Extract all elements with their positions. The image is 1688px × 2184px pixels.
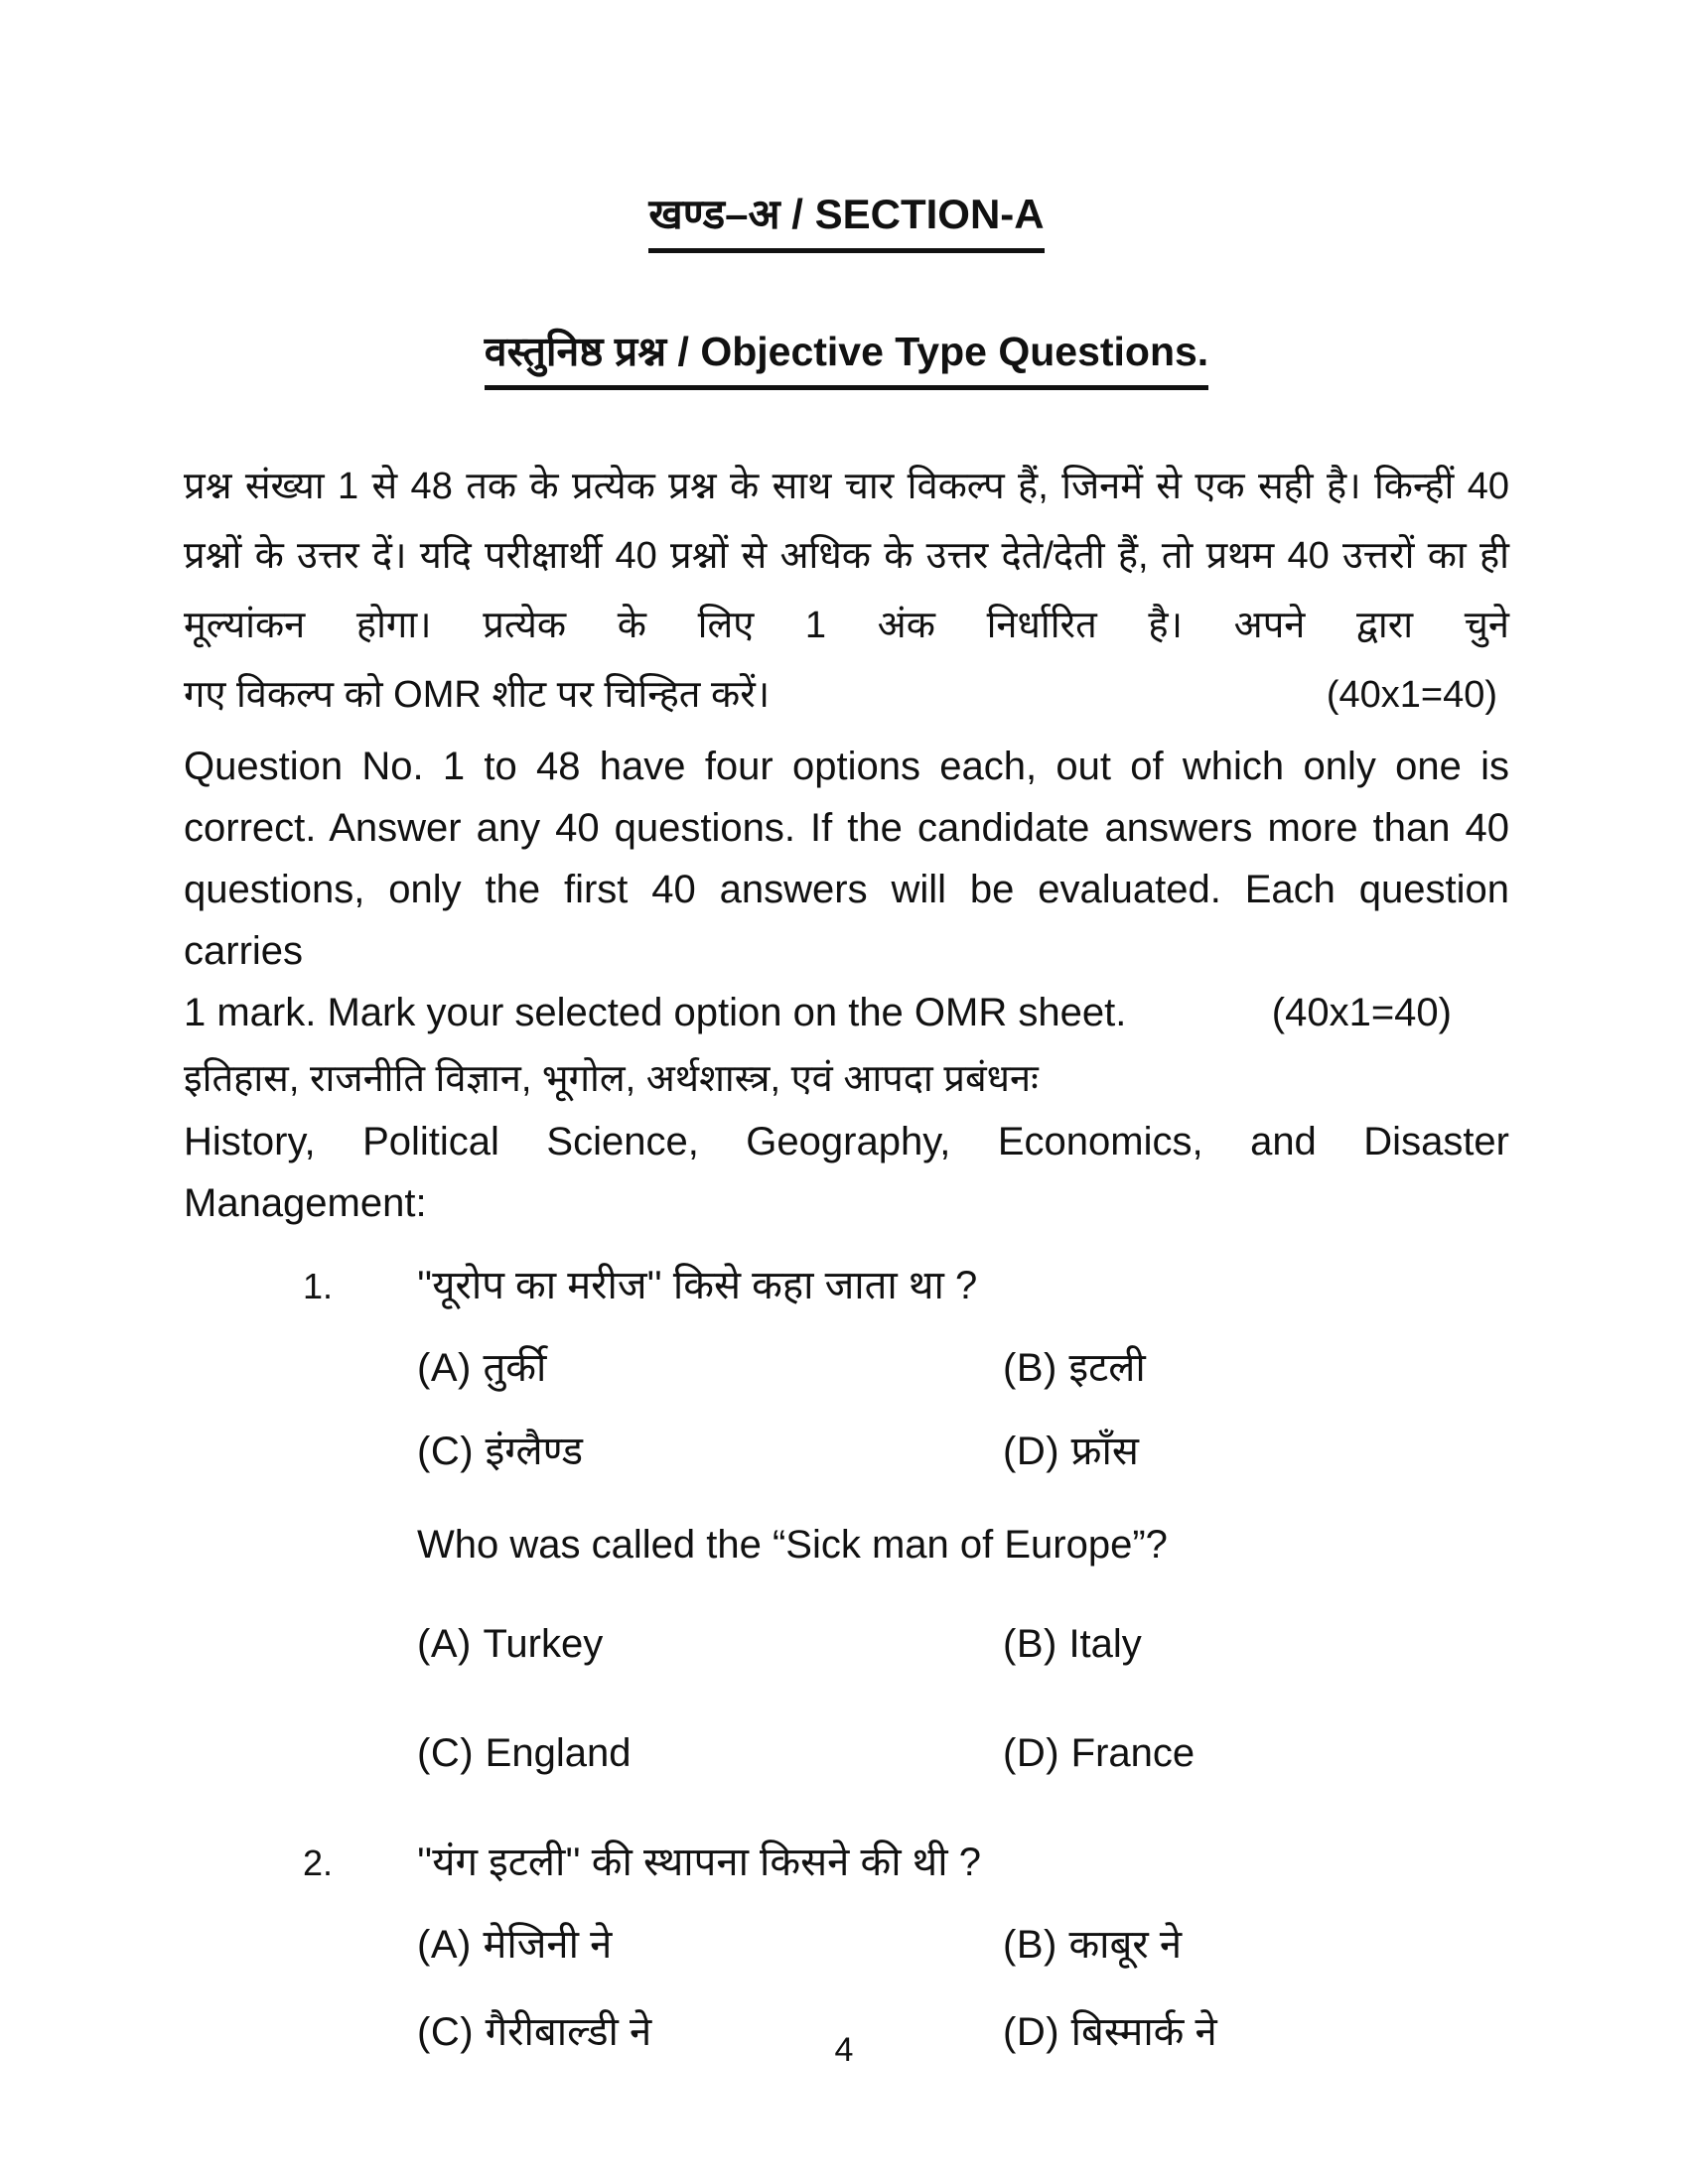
q2-option-a-hindi — [417, 1921, 1003, 1969]
question-1-options-hindi — [417, 1344, 1509, 1475]
q1-option-c-english-text: England — [485, 1731, 632, 1775]
q1-option-a-hindi — [417, 1344, 1003, 1392]
question-1-text-english: Who was called the “Sick man of Europe”? — [417, 1523, 1168, 1567]
q1-option-a-english-text: Turkey — [483, 1622, 604, 1666]
q1-option-d-english-label: (D) — [1003, 1731, 1071, 1775]
instructions-english-last-text: 1 mark. Mark your selected option on the OMR sheet. — [184, 991, 1127, 1034]
section-subtitle-text: वस्तुनिष्ठ प्रश्न / Objective Type Questions. — [485, 323, 1208, 390]
q2-option-b-hindi-label: (B) — [1003, 1923, 1069, 1967]
page-content — [184, 0, 1509, 2056]
question-2-number: 2. — [303, 1843, 334, 1883]
q1-option-c-hindi — [417, 1428, 1003, 1475]
q1-option-d-hindi — [1003, 1428, 1509, 1475]
q1-option-c-hindi-label: (C) — [417, 1430, 486, 1473]
q1-option-c-english — [417, 1729, 1003, 1777]
q1-option-b-english-text: Italy — [1068, 1622, 1142, 1666]
question-1-text-hindi: ''यूरोप का मरीज'' किसे कहा जाता था ? — [417, 1264, 978, 1307]
q1-option-b-english — [1003, 1620, 1509, 1668]
q1-option-c-hindi-text: इंग्लैण्ड — [485, 1430, 584, 1473]
question-1-number: 1. — [303, 1266, 334, 1306]
q1-option-a-english-label: (A) — [417, 1622, 484, 1666]
q1-option-b-english-label: (B) — [1003, 1622, 1069, 1666]
section-title — [184, 185, 1509, 253]
q2-option-b-hindi — [1003, 1921, 1509, 1969]
q1-option-b-hindi-text: इटली — [1068, 1346, 1146, 1390]
marks-hindi: (40x1=40) — [1326, 674, 1497, 716]
question-1-hindi — [184, 1262, 1509, 1310]
q2-option-a-hindi-text: मेजिनी ने — [483, 1923, 613, 1967]
question-2-hindi — [184, 1839, 1509, 1887]
q1-option-d-english-text: France — [1070, 1731, 1196, 1775]
instructions-hindi-last-text: गए विकल्प को OMR शीट पर चिन्हित करें। — [184, 674, 771, 716]
q1-option-a-english — [417, 1620, 1003, 1668]
q2-option-d-hindi-text: बिस्मार्क ने — [1070, 2010, 1217, 2054]
question-2-text-hindi: ''यंग इटली'' की स्थापना किसने की थी ? — [417, 1841, 981, 1884]
q1-option-d-english — [1003, 1729, 1509, 1777]
subjects-hindi: इतिहास, राजनीति विज्ञान, भूगोल, अर्थशास्त्र, एवं आपदा प्रबंधनः — [184, 1058, 1039, 1100]
section-title-text: खण्ड–अ / SECTION-A — [648, 185, 1044, 253]
question-1-options-english — [417, 1620, 1509, 1777]
q2-option-d-hindi-label: (D) — [1003, 2010, 1071, 2054]
page-number: 4 — [834, 2031, 854, 2069]
q2-option-a-hindi-label: (A) — [417, 1923, 484, 1967]
q1-option-b-hindi — [1003, 1344, 1509, 1392]
q2-option-c-hindi-label: (C) — [417, 2010, 486, 2054]
subjects-english: History, Political Science, Geography, Economics, and Disaster Management: — [184, 1120, 1509, 1225]
instructions-hindi: प्रश्न संख्या 1 से 48 तक के प्रत्येक प्रश्न के साथ चार विकल्प हैं, जिनमें से एक सही है। किन्हीं 40 प्रश्नों के उत्तर दें। यदि परीक्षार्थी 40 प्रश्नों से अधिक के उत्तर देते/देती हैं, तो प्रथम 40 उत्तरों का ही मूल्यांकन होगा। प्रत्येक के लिए 1 अंक निर्धारित है। अपने द्वारा चुने — [184, 466, 1509, 646]
q1-option-c-english-label: (C) — [417, 1731, 486, 1775]
instructions-hindi-last-line — [184, 660, 1509, 730]
q1-option-a-hindi-label: (A) — [417, 1346, 484, 1390]
section-subtitle — [184, 323, 1509, 390]
q1-option-d-hindi-label: (D) — [1003, 1430, 1071, 1473]
instructions-english-last-line — [184, 982, 1509, 1043]
q2-option-b-hindi-text: काबूर ने — [1068, 1923, 1183, 1967]
q1-option-d-hindi-text: फ्राँस — [1070, 1430, 1139, 1473]
q1-option-a-hindi-text: तुर्की — [483, 1346, 547, 1390]
instructions-english: Question No. 1 to 48 have four options each, out of which only one is correct. Answer any 40 questions. If the candidate answers more than 40 questions, only the first 40 answers will be evaluated. Each question carries — [184, 745, 1509, 973]
q2-option-c-hindi-text: गैरीबाल्डी ने — [485, 2010, 652, 2054]
marks-english: (40x1=40) — [1271, 991, 1452, 1034]
q1-option-b-hindi-label: (B) — [1003, 1346, 1069, 1390]
